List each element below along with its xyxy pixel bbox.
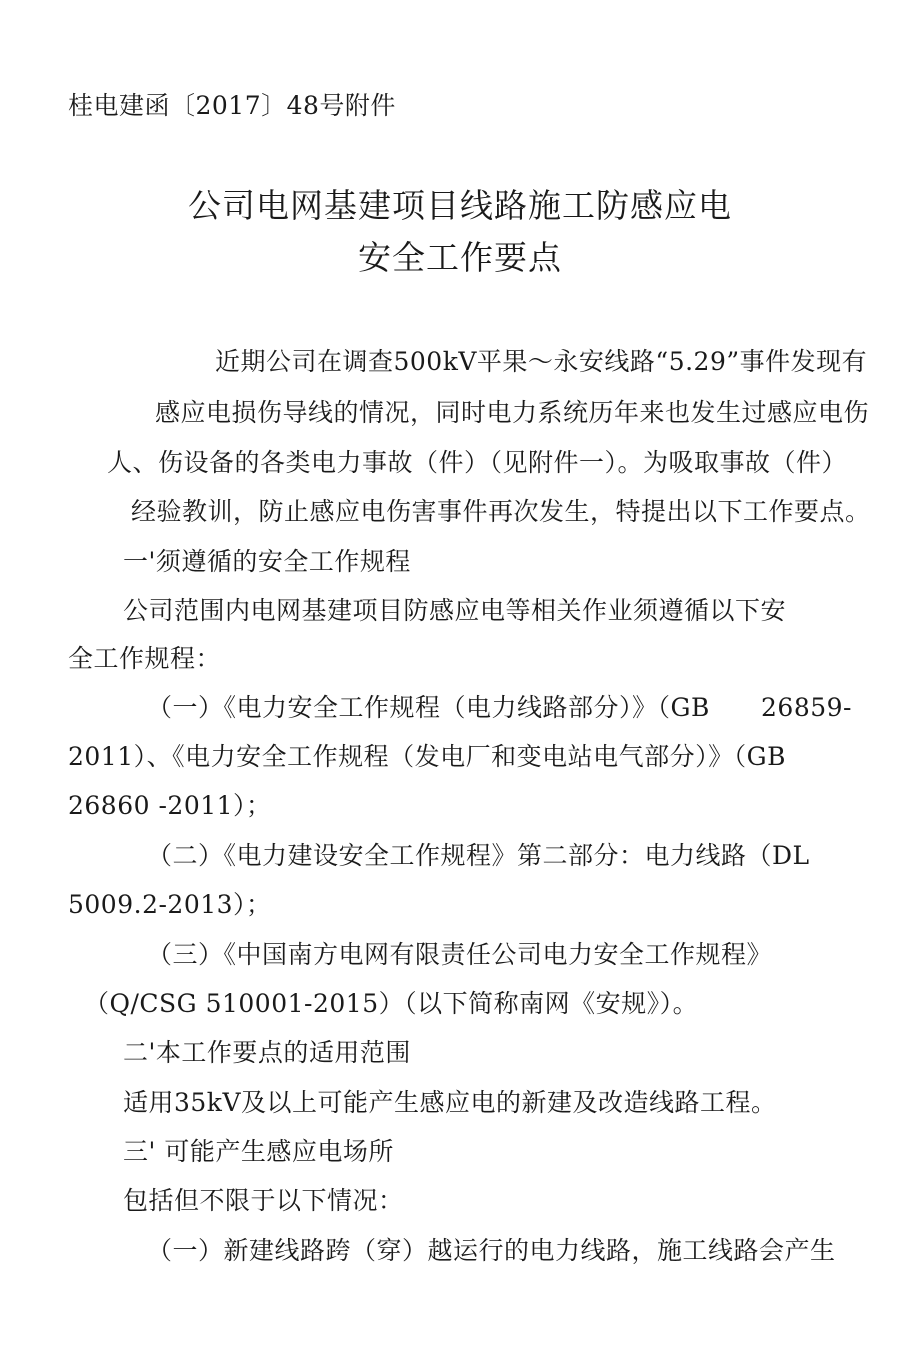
document-title-line-1: 公司电网基建项目线路施工防感应电	[188, 186, 732, 225]
regulation-item-1-title: （一）《电力安全工作规程（电力线路部分）》（GB	[147, 693, 710, 722]
section-3-item-1-line-1: （一）新建线路跨（穿）越运行的电力线路，施工线路会产生	[147, 1236, 836, 1265]
section-3-heading: 三' 可能产生感应电场所	[123, 1137, 394, 1166]
regulation-item-2-line-1: （二）《电力建设安全工作规程》第二部分：电力线路（DL	[147, 841, 810, 870]
regulation-item-1-line-1	[147, 693, 852, 723]
section-1-lead-line-1: 公司范围内电网基建项目防感应电等相关作业须遵循以下安	[123, 596, 787, 625]
section-1-heading: 一'须遵循的安全工作规程	[123, 547, 411, 576]
intro-line-2: 感应电损伤导线的情况，同时电力系统历年来也发生过感应电伤	[155, 398, 870, 427]
regulation-item-3-line-1: （三）《中国南方电网有限责任公司电力安全工作规程》	[147, 940, 773, 969]
section-1-lead-line-2: 全工作规程：	[68, 644, 222, 673]
intro-line-3: 人、伤设备的各类电力事故（件）（见附件一）。为吸取事故（件）	[107, 448, 848, 477]
document-reference: 桂电建函〔2017〕48号附件	[68, 91, 396, 120]
regulation-item-1-line-2: 2011）、《电力安全工作规程（发电厂和变电站电气部分）》（GB	[68, 742, 786, 771]
document-title-line-2: 安全工作要点	[358, 238, 562, 277]
section-2-body: 适用35kV及以上可能产生感应电的新建及改造线路工程。	[123, 1088, 777, 1117]
section-3-lead: 包括但不限于以下情况：	[123, 1186, 404, 1215]
regulation-item-1-code: 26859-	[761, 693, 852, 722]
intro-line-1: 近期公司在调查500kV平果～永安线路“5.29”事件发现有	[215, 347, 868, 376]
regulation-item-1-line-3: 26860 -2011）；	[68, 791, 272, 820]
regulation-item-2-line-2: 5009.2-2013）；	[68, 890, 272, 919]
intro-line-4: 经验教训，防止感应电伤害事件再次发生，特提出以下工作要点。	[131, 497, 871, 526]
section-2-heading: 二'本工作要点的适用范围	[123, 1038, 411, 1067]
regulation-item-3-line-2: （Q/CSG 510001-2015）（以下简称南网《安规》）。	[84, 989, 699, 1018]
